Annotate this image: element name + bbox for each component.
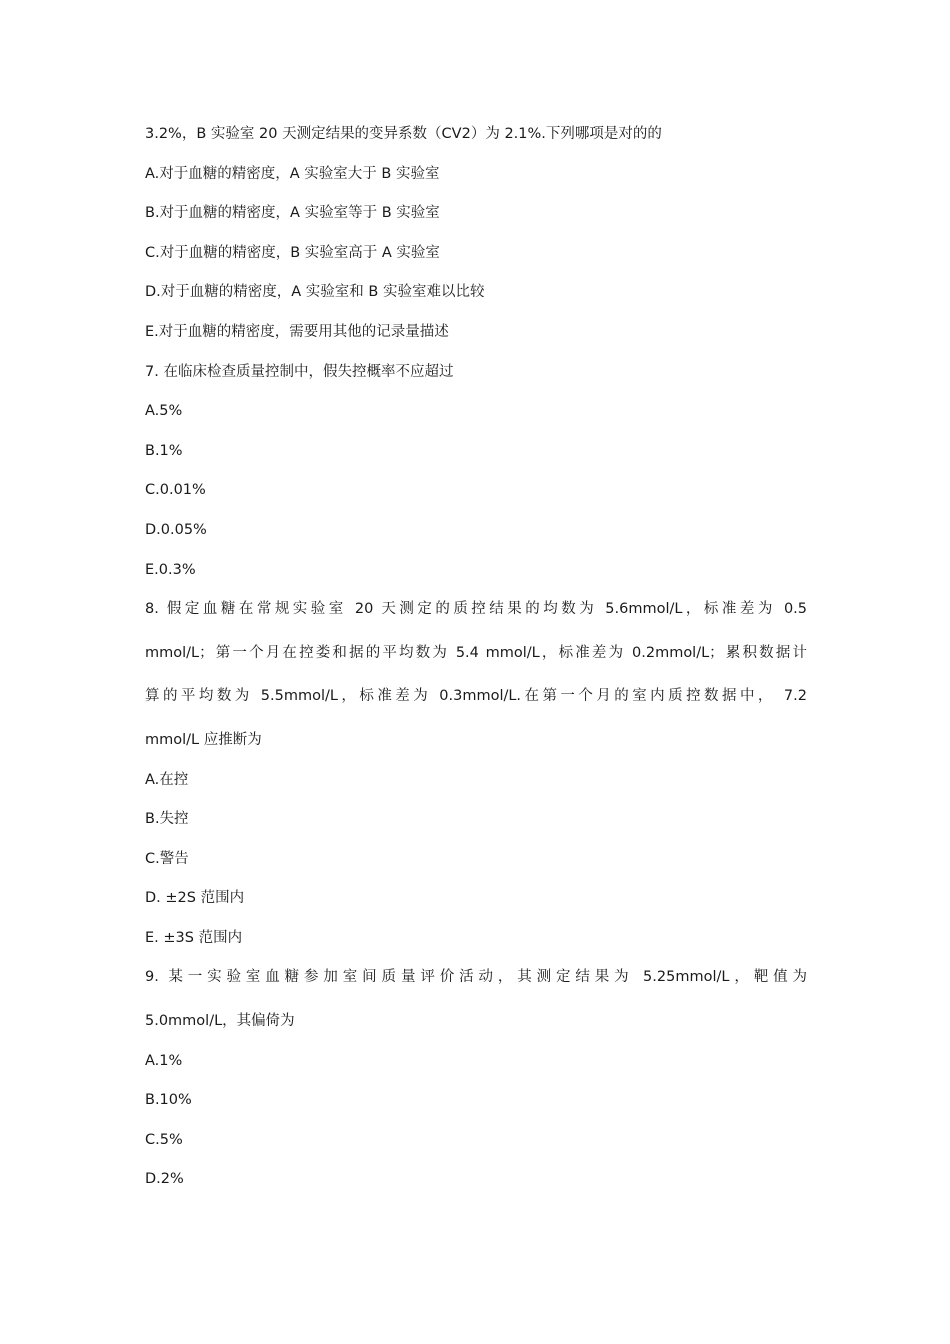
question-7-option-a: A.5%: [145, 403, 183, 420]
question-9-option-b: B.10%: [145, 1092, 192, 1109]
question-8-stem-line: 8. 假定血糖在常规实验室 20 天测定的质控结果的均数为 5.6mmol/L，标准差为 0.5: [145, 601, 807, 618]
question-9-option-c: C.5%: [145, 1131, 183, 1148]
question-8-stem-line: 算的平均数为 5.5mmol/L，标准差为 0.3mmol/L.在第一个月的室内质控数据中， 7.2: [145, 688, 807, 705]
question-6-option-d: D.对于血糖的精密度，A 实验室和 B 实验室难以比较: [145, 284, 485, 301]
question-8-option-a: A.在控: [145, 771, 189, 788]
question-7-stem: 7. 在临床检查质量控制中，假失控概率不应超过: [145, 363, 454, 380]
question-8-option-e: E. ±3S 范围内: [145, 929, 243, 946]
document-body: [145, 124, 807, 1209]
question-7-option-e: E.0.3%: [145, 561, 196, 578]
question-6-option-b: B.对于血糖的精密度，A 实验室等于 B 实验室: [145, 205, 440, 222]
question-9-stem: [145, 967, 807, 1031]
question-8-option-c: C.警告: [145, 850, 189, 867]
question-9-stem-line: 9. 某一实验室血糖参加室间质量评价活动，其测定结果为 5.25mmol/L，靶值为: [145, 969, 807, 986]
question-7-option-b: B.1%: [145, 442, 183, 459]
question-6-stem-continuation: 3.2%，B 实验室 20 天测定结果的变异系数（CV2）为 2.1%.下列哪项是对的的: [145, 126, 662, 142]
question-8-option-d: D. ±2S 范围内: [145, 890, 245, 907]
question-8-option-b: B.失控: [145, 811, 189, 828]
question-6-option-e: E.对于血糖的精密度，需要用其他的记录量描述: [145, 323, 449, 340]
question-8-stem-line: mmol/L；第一个月在控娄和据的平均数为 5.4 mmol/L，标准差为 0.2mmol/L；累积数据计: [145, 644, 807, 661]
question-8-stem-line: mmol/L 应推断为: [145, 731, 262, 748]
question-7-option-c: C.0.01%: [145, 482, 206, 499]
question-6-option-a: A.对于血糖的精密度，A 实验室大于 B 实验室: [145, 165, 440, 182]
question-9-option-d: D.2%: [145, 1171, 184, 1188]
question-8-stem: [145, 599, 807, 750]
question-9-stem-line: 5.0mmol/L，其偏倚为: [145, 1013, 295, 1030]
question-9-option-a: A.1%: [145, 1052, 183, 1069]
question-7-option-d: D.0.05%: [145, 521, 207, 538]
question-6-option-c: C.对于血糖的精密度，B 实验室高于 A 实验室: [145, 244, 440, 261]
